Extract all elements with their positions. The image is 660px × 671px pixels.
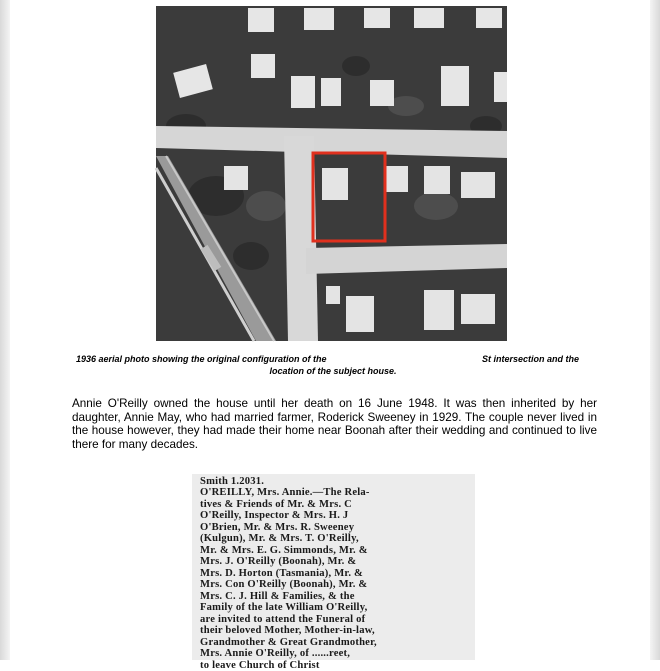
clipping-line: O'REILLY, Mrs. Annie.—The Rela-	[200, 487, 370, 498]
clipping-line: Mrs. Con O'Reilly (Boonah), Mr. &	[200, 579, 368, 590]
clipping-line: Smith 1.2031.	[200, 476, 265, 487]
clipping-line: are invited to attend the Funeral of	[200, 613, 366, 625]
clipping-line: (Kulgun), Mr. & Mrs. T. O'Reilly,	[200, 533, 359, 544]
caption-part-2: St intersection and the	[482, 354, 580, 364]
clipping-line: Mrs. C. J. Hill & Families, & the	[200, 590, 355, 602]
clipping-line: Family of the late William O'Reilly,	[200, 602, 368, 613]
caption-part-1: 1936 aerial photo showing the original configuration of the	[76, 354, 327, 364]
page-frame-right	[650, 0, 660, 660]
clipping-line: Grandmother & Great Grandmother,	[200, 636, 377, 648]
caption-line-2: location of the subject house.	[269, 366, 397, 376]
newspaper-clipping	[192, 474, 475, 671]
clipping-line: to leave Church of Christ	[200, 659, 320, 671]
clipping-line: O'Reilly, Inspector & Mrs. H. J	[200, 510, 349, 521]
clipping-line: Mrs. Annie O'Reilly, of ......reet,	[200, 648, 351, 659]
clipping-line: Mr. & Mrs. E. G. Simmonds, Mr. &	[200, 544, 368, 556]
clipping-line: Mrs. D. Horton (Tasmania), Mr. &	[200, 567, 364, 579]
clipping-line: Mrs. J. O'Reilly (Boonah), Mr. &	[200, 556, 357, 567]
clipping-line: their beloved Mother, Mother-in-law,	[200, 625, 375, 636]
clipping-line: tives & Friends of Mr. & Mrs. C	[200, 498, 353, 510]
body-paragraph: Annie O'Reilly owned the house until her death on 16 June 1948. It was then inherited by her daughter, Annie May, who had married farmer, Roderick Sweeney in 1929. The couple never lived in the house however, they had made their home near Boonah after their wedding and continued to live there for many decades.	[72, 397, 597, 451]
page-frame-left	[0, 0, 10, 660]
aerial-photo	[156, 6, 507, 341]
clipping-line: O'Brien, Mr. & Mrs. R. Sweeney	[200, 521, 355, 533]
